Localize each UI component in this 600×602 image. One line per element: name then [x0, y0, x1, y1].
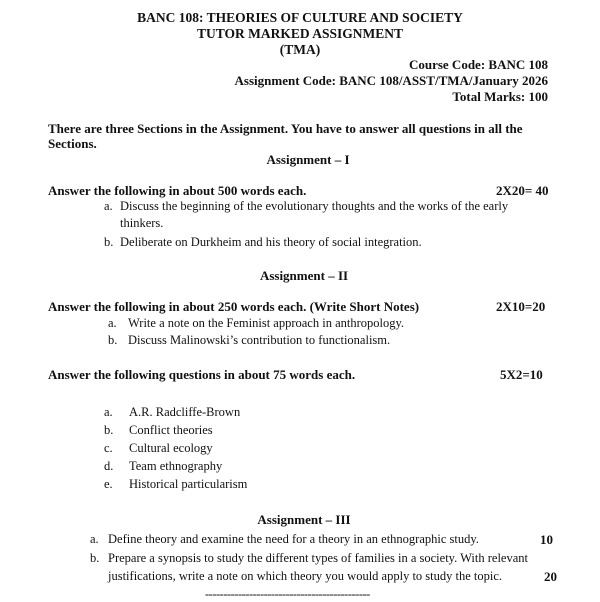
section-2-marks: 2X10=20	[496, 299, 546, 314]
section-3-question-b-marks: 20	[544, 569, 557, 584]
section-2-instruction-2: Answer the following questions in about 75 words each.	[48, 367, 356, 382]
section-1-question-a-line-2: thinkers.	[120, 216, 164, 230]
section-1-instruction: Answer the following in about 500 words each.	[48, 183, 307, 198]
short-note-item: Conflict theories	[129, 423, 213, 437]
question-letter: a.	[90, 532, 99, 546]
section-2-marks-2: 5X2=10	[500, 367, 543, 382]
intro-line-2: Sections.	[48, 136, 97, 151]
section-1-question-a-line-1: Discuss the beginning of the evolutionary thoughts and the works of the early	[120, 199, 509, 213]
section-2-title: Assignment – II	[259, 268, 349, 283]
section-1-title: Assignment – I	[266, 152, 350, 167]
document-tma-label: (TMA)	[279, 42, 321, 57]
short-note-item: Team ethnography	[129, 459, 223, 473]
short-note-letter: e.	[104, 477, 113, 491]
course-code: Course Code: BANC 108	[408, 57, 548, 72]
question-letter: b.	[90, 551, 100, 565]
document-title: BANC 108: THEORIES OF CULTURE AND SOCIETY	[137, 10, 463, 25]
assignment-code: Assignment Code: BANC 108/ASST/TMA/January 2026	[234, 73, 548, 88]
short-note-item: A.R. Radcliffe-Brown	[129, 405, 241, 419]
short-note-letter: b.	[104, 423, 114, 437]
short-note-letter: d.	[104, 459, 114, 473]
question-letter: a.	[108, 316, 117, 330]
section-2-instruction: Answer the following in about 250 words each. (Write Short Notes)	[48, 299, 420, 314]
section-1-marks: 2X20= 40	[496, 183, 549, 198]
footer-divider: ---------------------------------------------	[205, 587, 370, 601]
short-note-item: Historical particularism	[129, 477, 248, 491]
total-marks: Total Marks: 100	[452, 89, 548, 104]
short-note-letter: a.	[104, 405, 113, 419]
section-2-question-b: Discuss Malinowski’s contribution to functionalism.	[128, 333, 391, 347]
question-letter: b.	[108, 333, 118, 347]
document-subtitle: TUTOR MARKED ASSIGNMENT	[196, 26, 404, 41]
short-note-letter: c.	[104, 441, 113, 455]
section-3-question-b-line-1: Prepare a synopsis to study the different types of families in a society. With relevant	[108, 551, 528, 565]
intro-line-1: There are three Sections in the Assignment. You have to answer all questions in all the	[48, 121, 523, 136]
question-letter: b.	[104, 235, 114, 249]
short-note-item: Cultural ecology	[129, 441, 213, 455]
section-1-question-b: Deliberate on Durkheim and his theory of social integration.	[120, 235, 422, 249]
section-3-question-b-line-2: justifications, write a note on which theory you would apply to study the topic.	[108, 569, 503, 583]
question-letter: a.	[104, 199, 113, 213]
section-3-question-a: Define theory and examine the need for a theory in an ethnographic study.	[108, 532, 479, 546]
section-2-question-a: Write a note on the Feminist approach in anthropology.	[128, 316, 405, 330]
section-3-title: Assignment – III	[257, 512, 351, 527]
section-3-question-a-marks: 10	[540, 532, 553, 547]
